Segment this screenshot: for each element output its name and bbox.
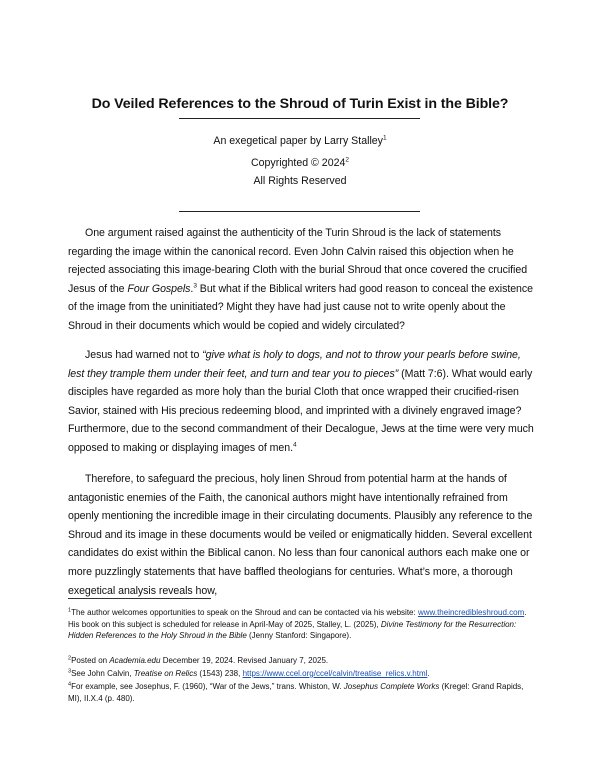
footnote-4-italic: Josephus Complete Works: [343, 682, 440, 691]
calvin-treatise-link[interactable]: https://www.ccel.org/ccel/calvin/treatise_relics.v.html: [242, 669, 428, 678]
rights-line: All Rights Reserved: [253, 175, 347, 187]
footnote-3-italic: Treatise on Relics: [133, 669, 198, 678]
footnote-3-text-a: See John Calvin,: [71, 669, 134, 678]
paragraph-2: [68, 346, 536, 458]
footnote-1-book-title: Divine Testimony for the Resurrection: Hidden References to the Holy Shroud in the Bible: [68, 619, 517, 641]
footnote-2-text-a: Posted on: [71, 656, 110, 665]
footnote-1-text-c: (Jenny Stanford: Singapore).: [246, 631, 352, 641]
author-website-link[interactable]: www.theincredibleshroud.com: [417, 608, 525, 617]
footnote-ref-3[interactable]: 3: [193, 282, 197, 290]
footnote-4-number: 4: [68, 681, 72, 688]
footnote-2-italic: Academia.edu: [109, 656, 161, 665]
copyright-line: [0, 157, 600, 169]
footnote-4: [68, 681, 536, 704]
footnote-1-text-a: The author welcomes opportunities to speak on the Shroud and can be contacted via his website:: [71, 608, 418, 617]
header-divider: [179, 211, 420, 212]
p2-italic: “give what is holy to dogs, and not to throw your pearls before swine, lest they trample them under their feet, and turn and tear you to pieces”: [68, 349, 521, 380]
p1-text-a: One argument raised against the authenticity of the Turin Shroud is the lack of statements regarding the image within the canonical record. Even John Calvin raised this objection when he rejected associating this image-bearing Cloth with the burial Shroud that once covered the crucified Jesus of the: [68, 227, 528, 295]
paper-title: Do Veiled References to the Shroud of Turin Exist in the Bible?: [91, 96, 509, 112]
footnote-3-text-c: .: [427, 669, 430, 678]
paragraph-3: Therefore, to safeguard the precious, holy linen Shroud from potential harm at the hands of antagonistic enemies of the Faith, the canonical authors might have intentionally refrained from openly mentioning the incredible image in their circulating documents. Plausibly any reference to the Shroud and its image in these documents would be veiled or enigmatically hidden. Several excellent candidates do exist within the Biblical canon. No less than four canonical authors each make one or more puzzlingly statements that have baffled theologians for centuries. What’s more, a thorough exegetical analysis reveals how,: [68, 473, 533, 597]
footnote-ref-1[interactable]: 1: [382, 134, 387, 142]
footnote-3-text-b: (1543) 238,: [197, 669, 243, 678]
title-divider: [179, 118, 420, 119]
paragraph-1: [68, 224, 536, 336]
footnote-2-number: 2: [68, 655, 72, 662]
p2-text-b: (Matt 7:6). What would early disciples have regarded as more holy than the burial Cloth that once wrapped their crucified-risen Savior, stained with His precious redeeming blood, and imprinted with a divinely engraved image? Furthermore, due to the second commandment of their Decalogue, Jews at the time were very much opposed to making or displaying images of men.: [68, 367, 534, 454]
copyright-text: Copyrighted © 2024: [250, 157, 346, 169]
p1-text-b: .: [190, 282, 194, 295]
byline-text: An exegetical paper by Larry Stalley: [213, 135, 383, 147]
footnote-divider: [68, 598, 211, 599]
footnote-1-number: 1: [68, 607, 72, 614]
footnote-4-text-a: For example, see Josephus, F. (1960), “War of the Jews,” trans. Whiston, W.: [71, 682, 344, 691]
byline: [0, 135, 600, 147]
footnote-ref-2[interactable]: 2: [345, 156, 349, 164]
footnote-3-number: 3: [68, 668, 72, 675]
footnote-2-text-b: December 19, 2024. Revised January 7, 2025.: [160, 656, 329, 665]
p1-italic: Four Gospels: [127, 282, 191, 295]
p1-text-c: But what if the Biblical writers had good reason to conceal the existence of the image from the uninitiated? Might they have had just cause not to write openly about the Shroud in their documents which would be copied and widely circulated?: [68, 282, 533, 332]
footnote-ref-4[interactable]: 4: [293, 441, 297, 449]
footnote-1-text-b: . His book on this subject is scheduled for release in April-May of 2025, Stalley, L. (2025),: [68, 608, 527, 629]
footnote-3: [68, 668, 536, 680]
p2-text-a: Jesus had warned not to: [85, 349, 203, 361]
footnote-2: [68, 655, 536, 667]
footnote-1: [68, 607, 536, 642]
footnote-4-text-b: (Kregel: Grand Rapids, MI), II.X.4 (p. 480).: [68, 682, 524, 703]
